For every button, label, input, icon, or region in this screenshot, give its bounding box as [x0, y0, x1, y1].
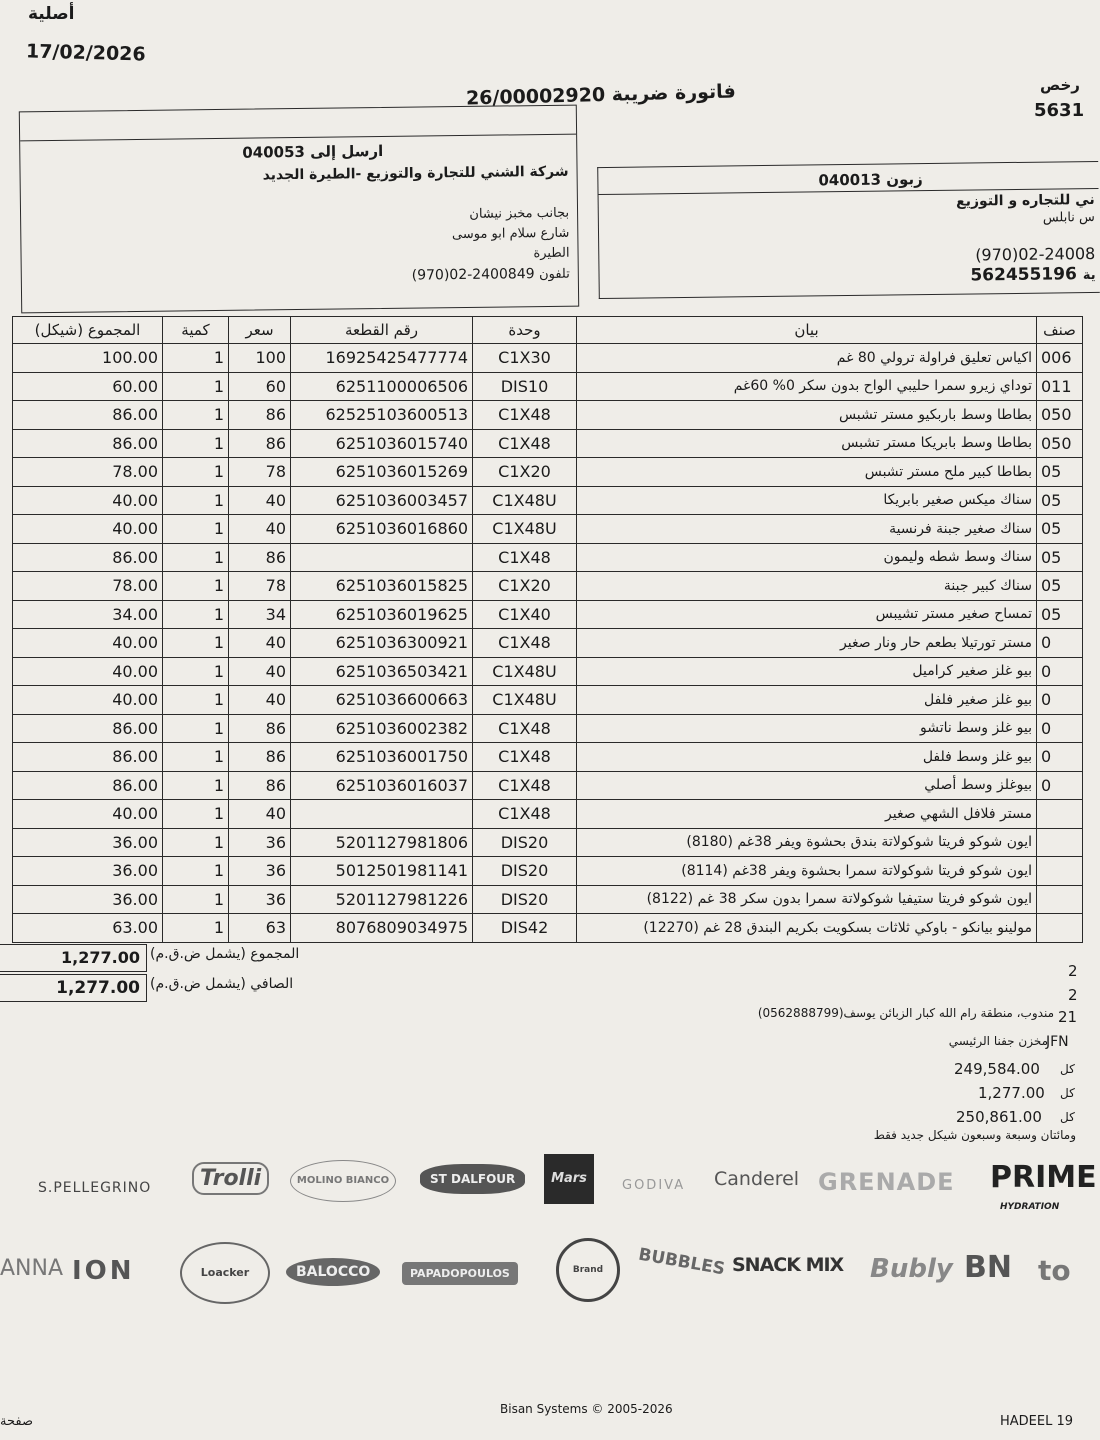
- row-price: 78: [229, 572, 291, 601]
- table-row: [13, 771, 1083, 800]
- logo-mars: Mars: [544, 1154, 594, 1204]
- customer-city: س نابلس: [1042, 209, 1095, 226]
- row-qty: 1: [163, 800, 229, 829]
- row-price: 36: [229, 857, 291, 886]
- ship-to-label: ارسل إلى: [310, 141, 384, 161]
- row-price: 36: [229, 885, 291, 914]
- logo-papadopoulos: PAPADOPOULOS: [402, 1262, 518, 1285]
- customer-tax-label: ية: [1082, 267, 1096, 284]
- printed-by: HADEEL 19: [1000, 1414, 1074, 1429]
- row-description: سناك صغير جبنة فرنسية: [577, 515, 1037, 544]
- row-item-code: [1037, 800, 1083, 829]
- row-qty: 1: [163, 486, 229, 515]
- row-part-number: 16925425477774: [291, 344, 473, 373]
- ship-to-code: 040053: [242, 142, 306, 162]
- subtotal-box: [0, 944, 147, 972]
- row-unit: C1X48: [473, 714, 577, 743]
- row-item-code: [1037, 885, 1083, 914]
- row-price: 36: [229, 828, 291, 857]
- store-code: JFN: [1046, 1034, 1069, 1050]
- row-item-code: 0: [1037, 743, 1083, 772]
- subtotal-value: 1,277.00: [61, 948, 140, 967]
- row-price: 40: [229, 629, 291, 658]
- ship-to-box: [19, 105, 579, 314]
- row-item-code: 0: [1037, 714, 1083, 743]
- table-row: [13, 429, 1083, 458]
- store-name: مخزن جفنا الرئيسي: [948, 1034, 1048, 1048]
- row-total: 36.00: [13, 828, 163, 857]
- table-row: [13, 743, 1083, 772]
- row-item-code: 05: [1037, 600, 1083, 629]
- row-unit: C1X48U: [473, 486, 577, 515]
- row-item-code: 011: [1037, 372, 1083, 401]
- logo-canderel: Canderel: [714, 1168, 800, 1190]
- table-row: [13, 885, 1083, 914]
- row-qty: 1: [163, 828, 229, 857]
- row-qty: 1: [163, 743, 229, 772]
- row-item-code: 050: [1037, 429, 1083, 458]
- row-item-code: 0: [1037, 686, 1083, 715]
- table-row: [13, 458, 1083, 487]
- row-description: مستر تورتيلا بطعم حار ونار صغير: [577, 629, 1037, 658]
- row-total: 86.00: [13, 714, 163, 743]
- logo-balocco: BALOCCO: [286, 1258, 380, 1286]
- col-total-header: المجموع (شيكل): [13, 317, 163, 344]
- row-part-number: 6251036019625: [291, 600, 473, 629]
- row-qty: 1: [163, 543, 229, 572]
- row-total: 86.00: [13, 743, 163, 772]
- page-label: صفحة: [0, 1414, 33, 1429]
- row-unit: C1X48U: [473, 657, 577, 686]
- ship-to-phone-label: تلفون: [538, 266, 570, 283]
- row-part-number: 6251036002382: [291, 714, 473, 743]
- table-row: [13, 629, 1083, 658]
- table-row: [13, 572, 1083, 601]
- logo-st-dalfour: ST DALFOUR: [420, 1164, 525, 1194]
- row-unit: C1X48: [473, 543, 577, 572]
- table-row: [13, 486, 1083, 515]
- invoice-date: 17/02/2026: [25, 40, 146, 66]
- row-part-number: 5201127981226: [291, 885, 473, 914]
- row-description: بيو غلز وسط فلفل: [577, 743, 1037, 772]
- amount-in-words: ومائتان وسبعة وسبعون شيكل جديد فقط: [873, 1128, 1076, 1142]
- row-price: 78: [229, 458, 291, 487]
- logo-spellegrino: S.PELLEGRINO: [38, 1180, 152, 1196]
- row-qty: 1: [163, 344, 229, 373]
- row-description: بطاطا وسط بابريكا مستر تشبس: [577, 429, 1037, 458]
- col-part-header: رقم القطعة: [291, 317, 473, 344]
- row-total: 63.00: [13, 914, 163, 943]
- col-desc-header: بيان: [577, 317, 1037, 344]
- row-unit: DIS10: [473, 372, 577, 401]
- row-unit: DIS20: [473, 828, 577, 857]
- row-description: بطاطا كبير ملح مستر تشبس: [577, 458, 1037, 487]
- table-row: [13, 828, 1083, 857]
- row-description: ايون شوكو فريتا شوكولاتة بندق بحشوة ويفر 38غم (8180): [577, 828, 1037, 857]
- row-part-number: 6251036016037: [291, 771, 473, 800]
- table-row: [13, 800, 1083, 829]
- customer-company: ني للتجاره و التوزيع: [956, 191, 1095, 210]
- net-value: 1,277.00: [56, 978, 140, 998]
- row-qty: 1: [163, 714, 229, 743]
- logo-trolli: Trolli: [192, 1162, 269, 1195]
- customer-header: [818, 170, 923, 189]
- sales-rep: مندوب، منطقة رام الله كبار الزبائن يوسف(0562888799): [757, 1006, 1054, 1020]
- row-unit: C1X48: [473, 401, 577, 430]
- table-row: [13, 686, 1083, 715]
- row-unit: DIS20: [473, 857, 577, 886]
- row-item-code: [1037, 914, 1083, 943]
- row-qty: 1: [163, 657, 229, 686]
- row-description: بيو غلز وسط ناتشو: [577, 714, 1037, 743]
- row-unit: C1X20: [473, 458, 577, 487]
- row-price: 40: [229, 657, 291, 686]
- row-item-code: 05: [1037, 543, 1083, 572]
- row-item-code: 05: [1037, 572, 1083, 601]
- row-description: تمساح صغير مستر تشيبس: [577, 600, 1037, 629]
- row-total: 78.00: [13, 572, 163, 601]
- balance-prev-label: كل: [1060, 1062, 1075, 1076]
- row-qty: 1: [163, 629, 229, 658]
- row-part-number: 6251036016860: [291, 515, 473, 544]
- table-row: [13, 515, 1083, 544]
- ship-to-address2: شارع سلام ابو موسى: [451, 225, 570, 243]
- row-item-code: 0: [1037, 771, 1083, 800]
- row-unit: C1X48: [473, 800, 577, 829]
- row-description: سناك ميكس صغير بابريكا: [577, 486, 1037, 515]
- row-item-code: 05: [1037, 458, 1083, 487]
- divider: [20, 134, 576, 142]
- row-price: 34: [229, 600, 291, 629]
- row-unit: DIS42: [473, 914, 577, 943]
- row-total: 86.00: [13, 401, 163, 430]
- row-part-number: 5012501981141: [291, 857, 473, 886]
- row-description: اكياس تعليق فراولة ترولي 80 غم: [577, 344, 1037, 373]
- row-price: 86: [229, 543, 291, 572]
- logo-godiva: GODIVA: [622, 1178, 686, 1193]
- logo-round-brand: Brand: [556, 1238, 620, 1302]
- row-part-number: 6251036300921: [291, 629, 473, 658]
- row-description: سناك وسط شطه وليمون: [577, 543, 1037, 572]
- row-unit: C1X20: [473, 572, 577, 601]
- row-unit: C1X48: [473, 629, 577, 658]
- invoice-title-label: فاتورة ضريبة: [611, 80, 737, 106]
- table-row: [13, 600, 1083, 629]
- row-total: 40.00: [13, 515, 163, 544]
- invoice-amount-label: كل: [1060, 1086, 1075, 1100]
- row-total: 36.00: [13, 885, 163, 914]
- license-label: رخص: [1040, 76, 1080, 94]
- row-description: ايون شوكو فريتا ستيفيا شوكولاتة سمرا بدون سكر 38 غم (8122): [577, 885, 1037, 914]
- ship-to-phone: (970)02-2400849: [411, 266, 535, 284]
- row-item-code: 05: [1037, 486, 1083, 515]
- row-total: 78.00: [13, 458, 163, 487]
- ship-to-address1: بجانب مخبز نيشان: [469, 205, 570, 222]
- row-price: 86: [229, 743, 291, 772]
- row-qty: 1: [163, 600, 229, 629]
- row-price: 86: [229, 401, 291, 430]
- table-row: [13, 657, 1083, 686]
- row-description: مستر فلافل الشهي صغير: [577, 800, 1037, 829]
- logo-partial: to: [1038, 1254, 1071, 1287]
- logo-acqua-panna: ANNA: [0, 1256, 64, 1281]
- row-part-number: 6251036503421: [291, 657, 473, 686]
- logo-bubbles: BUBBLES: [636, 1244, 727, 1280]
- subtotal-label: المجموع (يشمل ض.ق.م): [150, 946, 300, 962]
- row-description: بطاطا وسط باربكيو مستر تشبس: [577, 401, 1037, 430]
- ship-to-header: [242, 142, 383, 162]
- row-unit: C1X48: [473, 429, 577, 458]
- row-qty: 1: [163, 515, 229, 544]
- row-total: 60.00: [13, 372, 163, 401]
- invoice-amount-value: 1,277.00: [978, 1084, 1045, 1102]
- table-row: [13, 401, 1083, 430]
- row-total: 40.00: [13, 800, 163, 829]
- row-item-code: 05: [1037, 515, 1083, 544]
- row-total: 34.00: [13, 600, 163, 629]
- balance-new-label: كل: [1060, 1110, 1075, 1124]
- customer-code: 040013: [818, 170, 882, 190]
- row-price: 86: [229, 714, 291, 743]
- row-unit: C1X48U: [473, 686, 577, 715]
- row-part-number: 6251036015740: [291, 429, 473, 458]
- row-part-number: [291, 800, 473, 829]
- license-number: 5631: [1034, 100, 1085, 121]
- row-qty: 1: [163, 458, 229, 487]
- row-total: 40.00: [13, 486, 163, 515]
- row-price: 86: [229, 771, 291, 800]
- logo-grenade: GRENADE: [818, 1168, 955, 1196]
- row-qty: 1: [163, 885, 229, 914]
- row-description: سناك كبير جبنة: [577, 572, 1037, 601]
- row-qty: 1: [163, 686, 229, 715]
- info-line-b: 2: [1068, 986, 1078, 1004]
- logo-molino-bianco: MOLINO BIANCO: [290, 1160, 396, 1202]
- info-line-a: 2: [1068, 962, 1078, 980]
- logo-bubly: Bubly: [870, 1254, 953, 1284]
- row-qty: 1: [163, 857, 229, 886]
- row-part-number: 5201127981806: [291, 828, 473, 857]
- col-price-header: سعر: [229, 317, 291, 344]
- row-part-number: 6251036015269: [291, 458, 473, 487]
- row-qty: 1: [163, 771, 229, 800]
- row-description: ايون شوكو فريتا شوكولاتة سمرا بحشوة ويفر 38غم (8114): [577, 857, 1037, 886]
- row-total: 86.00: [13, 429, 163, 458]
- row-item-code: [1037, 857, 1083, 886]
- row-item-code: 050: [1037, 401, 1083, 430]
- row-qty: 1: [163, 372, 229, 401]
- col-unit-header: وحدة: [473, 317, 577, 344]
- row-description: بيو غلز صغير فلفل: [577, 686, 1037, 715]
- customer-tax-no: 562455196: [970, 264, 1077, 286]
- row-description: بيوغلز وسط أصلي: [577, 771, 1037, 800]
- row-price: 63: [229, 914, 291, 943]
- row-description: بيو غلز صغير كراميل: [577, 657, 1037, 686]
- logo-prime: PRIME: [990, 1160, 1097, 1195]
- table-row: [13, 543, 1083, 572]
- table-row: [13, 372, 1083, 401]
- row-part-number: 6251036003457: [291, 486, 473, 515]
- row-item-code: 0: [1037, 629, 1083, 658]
- ship-to-company: شركة الشني للتجارة والتوزيع -الطيرة الجديد: [262, 163, 569, 184]
- col-code-header: صنف: [1037, 317, 1083, 344]
- col-qty-header: كمية: [163, 317, 229, 344]
- row-part-number: 8076809034975: [291, 914, 473, 943]
- row-total: 86.00: [13, 771, 163, 800]
- ship-to-city: الطيرة: [533, 245, 570, 262]
- row-total: 40.00: [13, 629, 163, 658]
- row-total: 40.00: [13, 657, 163, 686]
- row-unit: C1X48: [473, 771, 577, 800]
- invoice-number: 26/00002920: [465, 83, 606, 110]
- row-part-number: 6251036015825: [291, 572, 473, 601]
- row-qty: 1: [163, 401, 229, 430]
- row-item-code: 006: [1037, 344, 1083, 373]
- row-total: 36.00: [13, 857, 163, 886]
- customer-box: [597, 161, 1100, 299]
- row-price: 40: [229, 686, 291, 715]
- row-price: 40: [229, 486, 291, 515]
- row-part-number: 62525103600513: [291, 401, 473, 430]
- row-price: 86: [229, 429, 291, 458]
- table-row: [13, 714, 1083, 743]
- table-row: [13, 857, 1083, 886]
- customer-phone: (970)02-24008: [975, 243, 1096, 265]
- row-item-code: 0: [1037, 657, 1083, 686]
- row-description: مولينو بيانكو - باوكي ثلاثات بسكويت بكريم البندق 28 غم (12270): [577, 914, 1037, 943]
- net-box: [0, 974, 147, 1002]
- row-unit: DIS20: [473, 885, 577, 914]
- items-table: [12, 316, 1083, 943]
- row-description: توداي زيرو سمرا حليبي الواح بدون سكر 0% 60غم: [577, 372, 1037, 401]
- copyright: Bisan Systems © 2005-2026: [500, 1402, 673, 1416]
- row-item-code: [1037, 828, 1083, 857]
- logo-prime-hydration: HYDRATION: [1000, 1202, 1060, 1212]
- logo-loacker: Loacker: [180, 1242, 270, 1304]
- row-qty: 1: [163, 914, 229, 943]
- row-qty: 1: [163, 572, 229, 601]
- ship-to-phone-line: [412, 266, 570, 284]
- logo-ion: ION: [72, 1256, 135, 1286]
- customer-label: زبون: [886, 170, 923, 189]
- copy-label: أصلية: [28, 4, 75, 24]
- row-unit: C1X48: [473, 743, 577, 772]
- row-unit: C1X40: [473, 600, 577, 629]
- net-label: الصافي (يشمل ض.ق.م): [150, 976, 294, 992]
- logo-bn: BN: [964, 1250, 1012, 1285]
- row-part-number: 6251036600663: [291, 686, 473, 715]
- row-part-number: 6251100006506: [291, 372, 473, 401]
- row-price: 40: [229, 800, 291, 829]
- customer-tax-line: [970, 264, 1095, 286]
- row-total: 100.00: [13, 344, 163, 373]
- row-part-number: 6251036001750: [291, 743, 473, 772]
- table-row: [13, 344, 1083, 373]
- table-header-row: [13, 317, 1083, 344]
- row-price: 40: [229, 515, 291, 544]
- row-price: 100: [229, 344, 291, 373]
- row-qty: 1: [163, 429, 229, 458]
- row-price: 60: [229, 372, 291, 401]
- row-unit: C1X30: [473, 344, 577, 373]
- row-part-number: [291, 543, 473, 572]
- row-total: 40.00: [13, 686, 163, 715]
- balance-prev-value: 249,584.00: [954, 1060, 1040, 1078]
- sales-rep-code: 21: [1058, 1008, 1078, 1026]
- table-row: [13, 914, 1083, 943]
- balance-new-value: 250,861.00: [956, 1108, 1042, 1126]
- row-total: 86.00: [13, 543, 163, 572]
- row-unit: C1X48U: [473, 515, 577, 544]
- logo-snack-mix: SNACK MIX: [732, 1254, 844, 1276]
